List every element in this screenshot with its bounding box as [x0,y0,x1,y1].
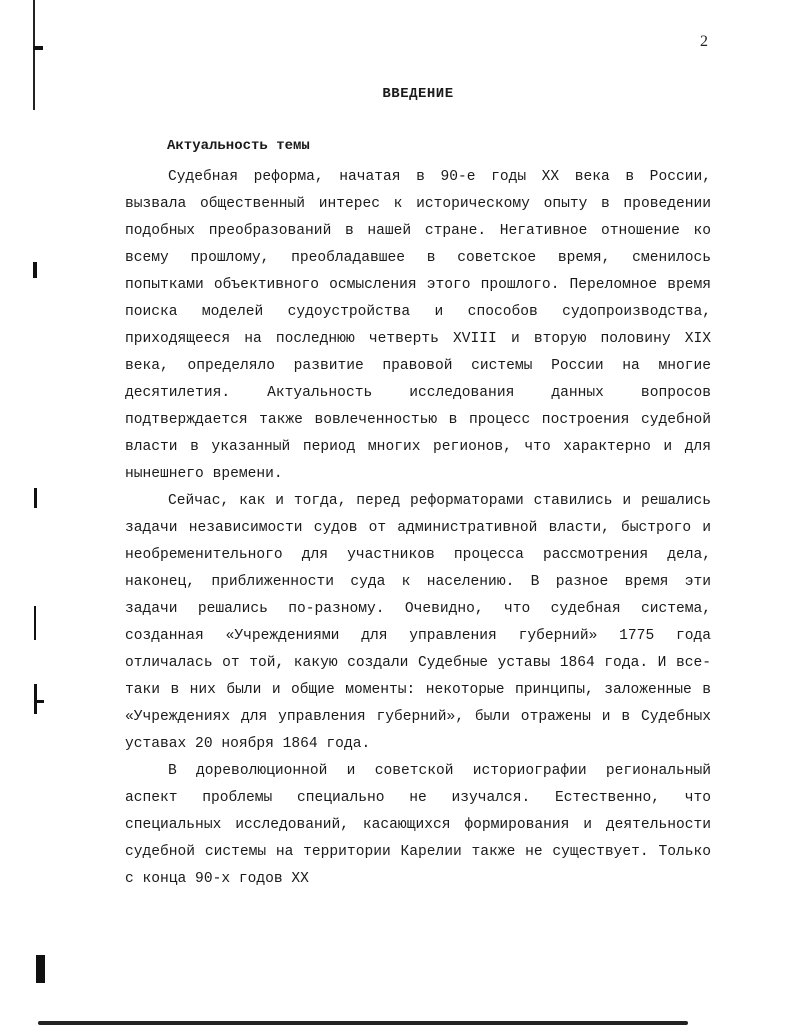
subsection-heading: Актуальность темы [167,138,310,154]
scan-mark [34,488,37,508]
scan-mark [34,684,37,714]
paragraph: Сейчас, как и тогда, перед реформаторами ставились и решались задачи независимости судов от административной власти, быстрого и необременительного для участников процесса рассмотрения дела, наконец, приближенности суда к населению. В разное время эти задачи решались по-разному. Очевидно, что судебная система, созданная «Учреждениями для управления губерний» 1775 года отличалась от той, какую создали Судебные уставы 1864 года. И все-таки в них были и общие моменты: некоторые принципы, заложенные в «Учреждениях для управления губерний», были отражены и в Судебных уставах 20 ноября 1864 года. [125,493,711,752]
scan-bottom-edge [38,1021,688,1025]
paragraph: Судебная реформа, начатая в 90-е годы XX века в России, вызвала общественный интерес к историческому опыту в проведении подобных преобразований в нашей стране. Негативное отношение ко всему прошлому, преобладавшее в советское время, сменилось попытками объективного осмысления этого прошлого. Переломное время поиска моделей судоустройства и способов судопроизводства, приходящееся на последнюю четверть XVIII и вторую половину XIX века, определяло развитие правовой системы России на многие десятилетия. Актуальность исследования данных вопросов подтверждается также вовлеченностью в процесс построения судебной власти в указанный период многих регионов, что характерно и для нынешнего времени. [125,169,711,482]
page-number: 2 [700,33,708,50]
body-text [125,164,711,893]
scan-mark [36,700,44,703]
scan-mark [34,606,36,640]
scan-mark [33,46,43,50]
paragraph: В дореволюционной и советской историографии региональный аспект проблемы специально не изучался. Естественно, что специальных исследований, касающихся формирования и деятельности судебной системы на территории Карелии также не существует. Только с конца 90-х годов XX [125,763,711,887]
section-heading: ВВЕДЕНИЕ [382,86,454,102]
scan-mark [33,262,37,278]
scan-mark [36,955,45,983]
